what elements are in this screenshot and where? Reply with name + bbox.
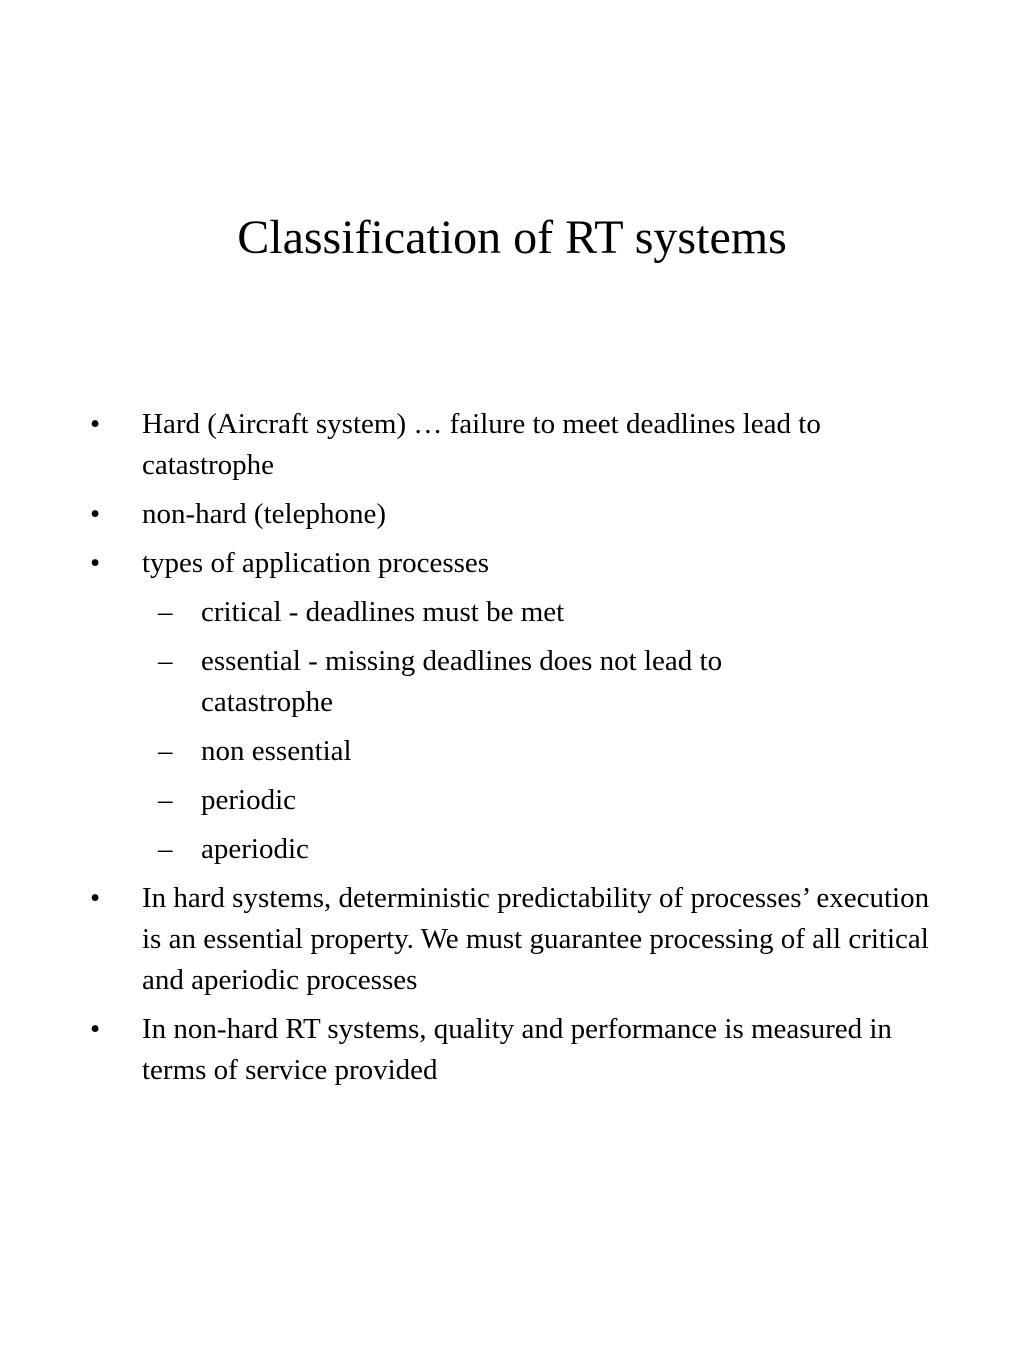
bullet-marker: • (90, 882, 101, 914)
bullet-marker: • (90, 547, 101, 579)
list-item-text: In hard systems, deterministic predictability of processes’ execution is an essential property. We must guarantee processing of all critical and aperiodic processes (142, 882, 930, 996)
list-item (0, 1009, 942, 1091)
dash-marker: – (158, 596, 173, 628)
sub-list-item (0, 780, 851, 821)
bullet-marker: • (90, 408, 101, 440)
sub-list-item (0, 829, 851, 870)
dash-marker: – (158, 645, 173, 677)
dash-marker: – (158, 784, 173, 816)
sub-list-item-text: aperiodic (201, 833, 309, 865)
list-item (0, 543, 942, 584)
list-item-text: In non-hard RT systems, quality and performance is measured in terms of service provided (142, 1013, 892, 1086)
dash-marker: – (158, 735, 173, 767)
list-item-text: types of application processes (142, 547, 490, 579)
list-item-text: Hard (Aircraft system) … failure to meet deadlines lead to catastrophe (142, 408, 821, 481)
bullet-marker: • (90, 1013, 101, 1045)
sub-list-item-text: critical - deadlines must be met (201, 596, 565, 628)
bullet-list (0, 404, 1024, 1099)
sub-list-item-text: periodic (201, 784, 297, 816)
dash-marker: – (158, 833, 173, 865)
list-item-text: non-hard (telephone) (142, 498, 386, 530)
sub-list-item-text: non essential (201, 735, 352, 767)
sub-list-item (0, 641, 851, 723)
bullet-marker: • (90, 498, 101, 530)
list-item (0, 878, 942, 1001)
list-item (0, 404, 942, 486)
sub-list-item-text: essential - missing deadlines does not lead to catastrophe (201, 645, 723, 718)
list-item (0, 494, 942, 535)
sub-list-item (0, 592, 851, 633)
sub-list-item (0, 731, 851, 772)
slide-title: Classification of RT systems (237, 211, 787, 264)
